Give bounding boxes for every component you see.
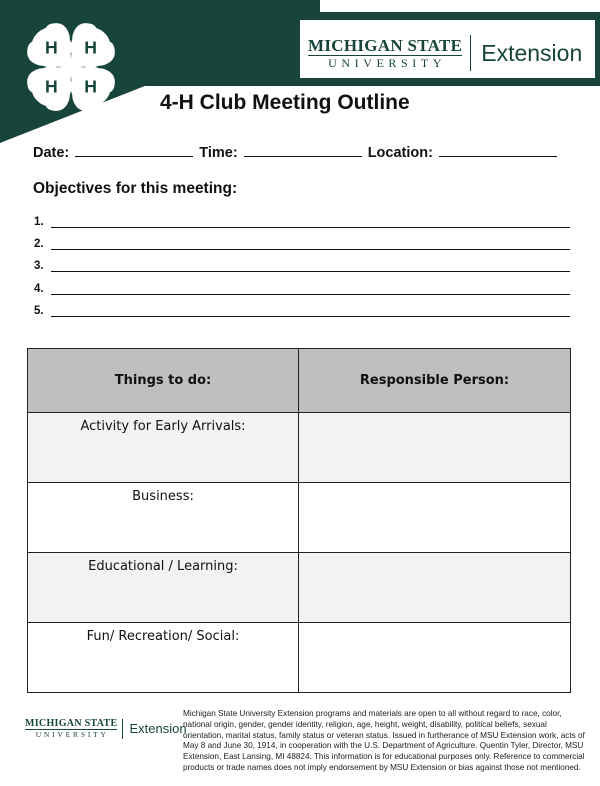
objective-line[interactable] xyxy=(34,260,570,272)
task-cell: Activity for Early Arrivals: xyxy=(28,413,299,483)
objective-rule xyxy=(51,306,570,317)
location-blank[interactable] xyxy=(439,144,557,157)
footer-logo-divider xyxy=(122,719,123,739)
time-label: Time: xyxy=(199,145,238,161)
date-blank[interactable] xyxy=(75,144,193,157)
objective-line[interactable] xyxy=(34,216,570,228)
objective-rule xyxy=(51,284,570,295)
4-h-clover-icon xyxy=(22,18,120,116)
responsible-cell[interactable] xyxy=(299,623,571,693)
location-label: Location: xyxy=(367,145,433,161)
task-cell: Business: xyxy=(28,483,299,553)
footer-msu-university: UNIVERSITY xyxy=(35,730,109,739)
date-label: Date: xyxy=(33,145,70,161)
objective-number: 5. xyxy=(34,305,44,317)
msu-extension-logo xyxy=(308,33,582,73)
responsible-cell[interactable] xyxy=(299,553,571,623)
table-row xyxy=(28,483,571,553)
extension-wordmark: Extension xyxy=(481,39,583,66)
objective-rule xyxy=(51,239,570,250)
footer-disclaimer: Michigan State University Extension programs and materials are open to all without regard to race, color, national origin, gender, gender identity, religion, age, height, weight, disability, political beliefs, sexual orientation, marital status, family status or veteran status. Issued in furtherance of MSU Extension work, acts of May 8 and June 30, 1914, in cooperation with the U.S. Department of Agriculture. Quentin Tyler, Director, MSU Extension, East Lansing, MI 48824. This information is for educational purposes only. Reference to commercial products or trade names does not imply endorsement by MSU Extension or bias against those not mentioned. xyxy=(183,709,585,772)
msu-name: MICHIGAN STATE xyxy=(308,35,463,55)
objectives-heading: Objectives for this meeting: xyxy=(33,180,238,197)
clover-letter-3: H xyxy=(45,76,58,97)
msu-wordmark xyxy=(308,36,462,71)
objective-number: 3. xyxy=(34,260,44,272)
clover-letter-4: H xyxy=(84,76,97,97)
footer-extension-wordmark: Extension xyxy=(129,721,187,736)
task-cell: Educational / Learning: xyxy=(28,553,299,623)
objective-number: 2. xyxy=(34,238,44,250)
objective-line[interactable] xyxy=(34,238,570,250)
table-header-row xyxy=(28,349,571,413)
responsible-cell[interactable] xyxy=(299,483,571,553)
page-title: 4-H Club Meeting Outline xyxy=(160,91,410,114)
footer-msu-name: MICHIGAN STATE xyxy=(25,718,118,729)
things-to-do-header: Things to do: xyxy=(28,349,299,413)
footer-msu-logo xyxy=(25,718,187,739)
table-row xyxy=(28,413,571,483)
objective-rule xyxy=(51,217,570,228)
clover-letter-1: H xyxy=(45,37,58,58)
objective-number: 4. xyxy=(34,283,44,295)
table-row xyxy=(28,623,571,693)
time-blank[interactable] xyxy=(244,144,362,157)
task-cell: Fun/ Recreation/ Social: xyxy=(28,623,299,693)
tasks-table xyxy=(27,348,571,693)
meeting-fields xyxy=(33,144,557,161)
responsible-cell[interactable] xyxy=(299,413,571,483)
logo-divider xyxy=(470,35,471,71)
objective-rule xyxy=(51,261,570,272)
msu-university: UNIVERSITY xyxy=(328,55,447,70)
clover-letter-2: H xyxy=(84,37,97,58)
footer-msu-wordmark xyxy=(25,718,117,739)
objective-line[interactable] xyxy=(34,305,570,317)
objective-line[interactable] xyxy=(34,283,570,295)
table-row xyxy=(28,553,571,623)
objective-number: 1. xyxy=(34,216,44,228)
responsible-person-header: Responsible Person: xyxy=(299,349,571,413)
